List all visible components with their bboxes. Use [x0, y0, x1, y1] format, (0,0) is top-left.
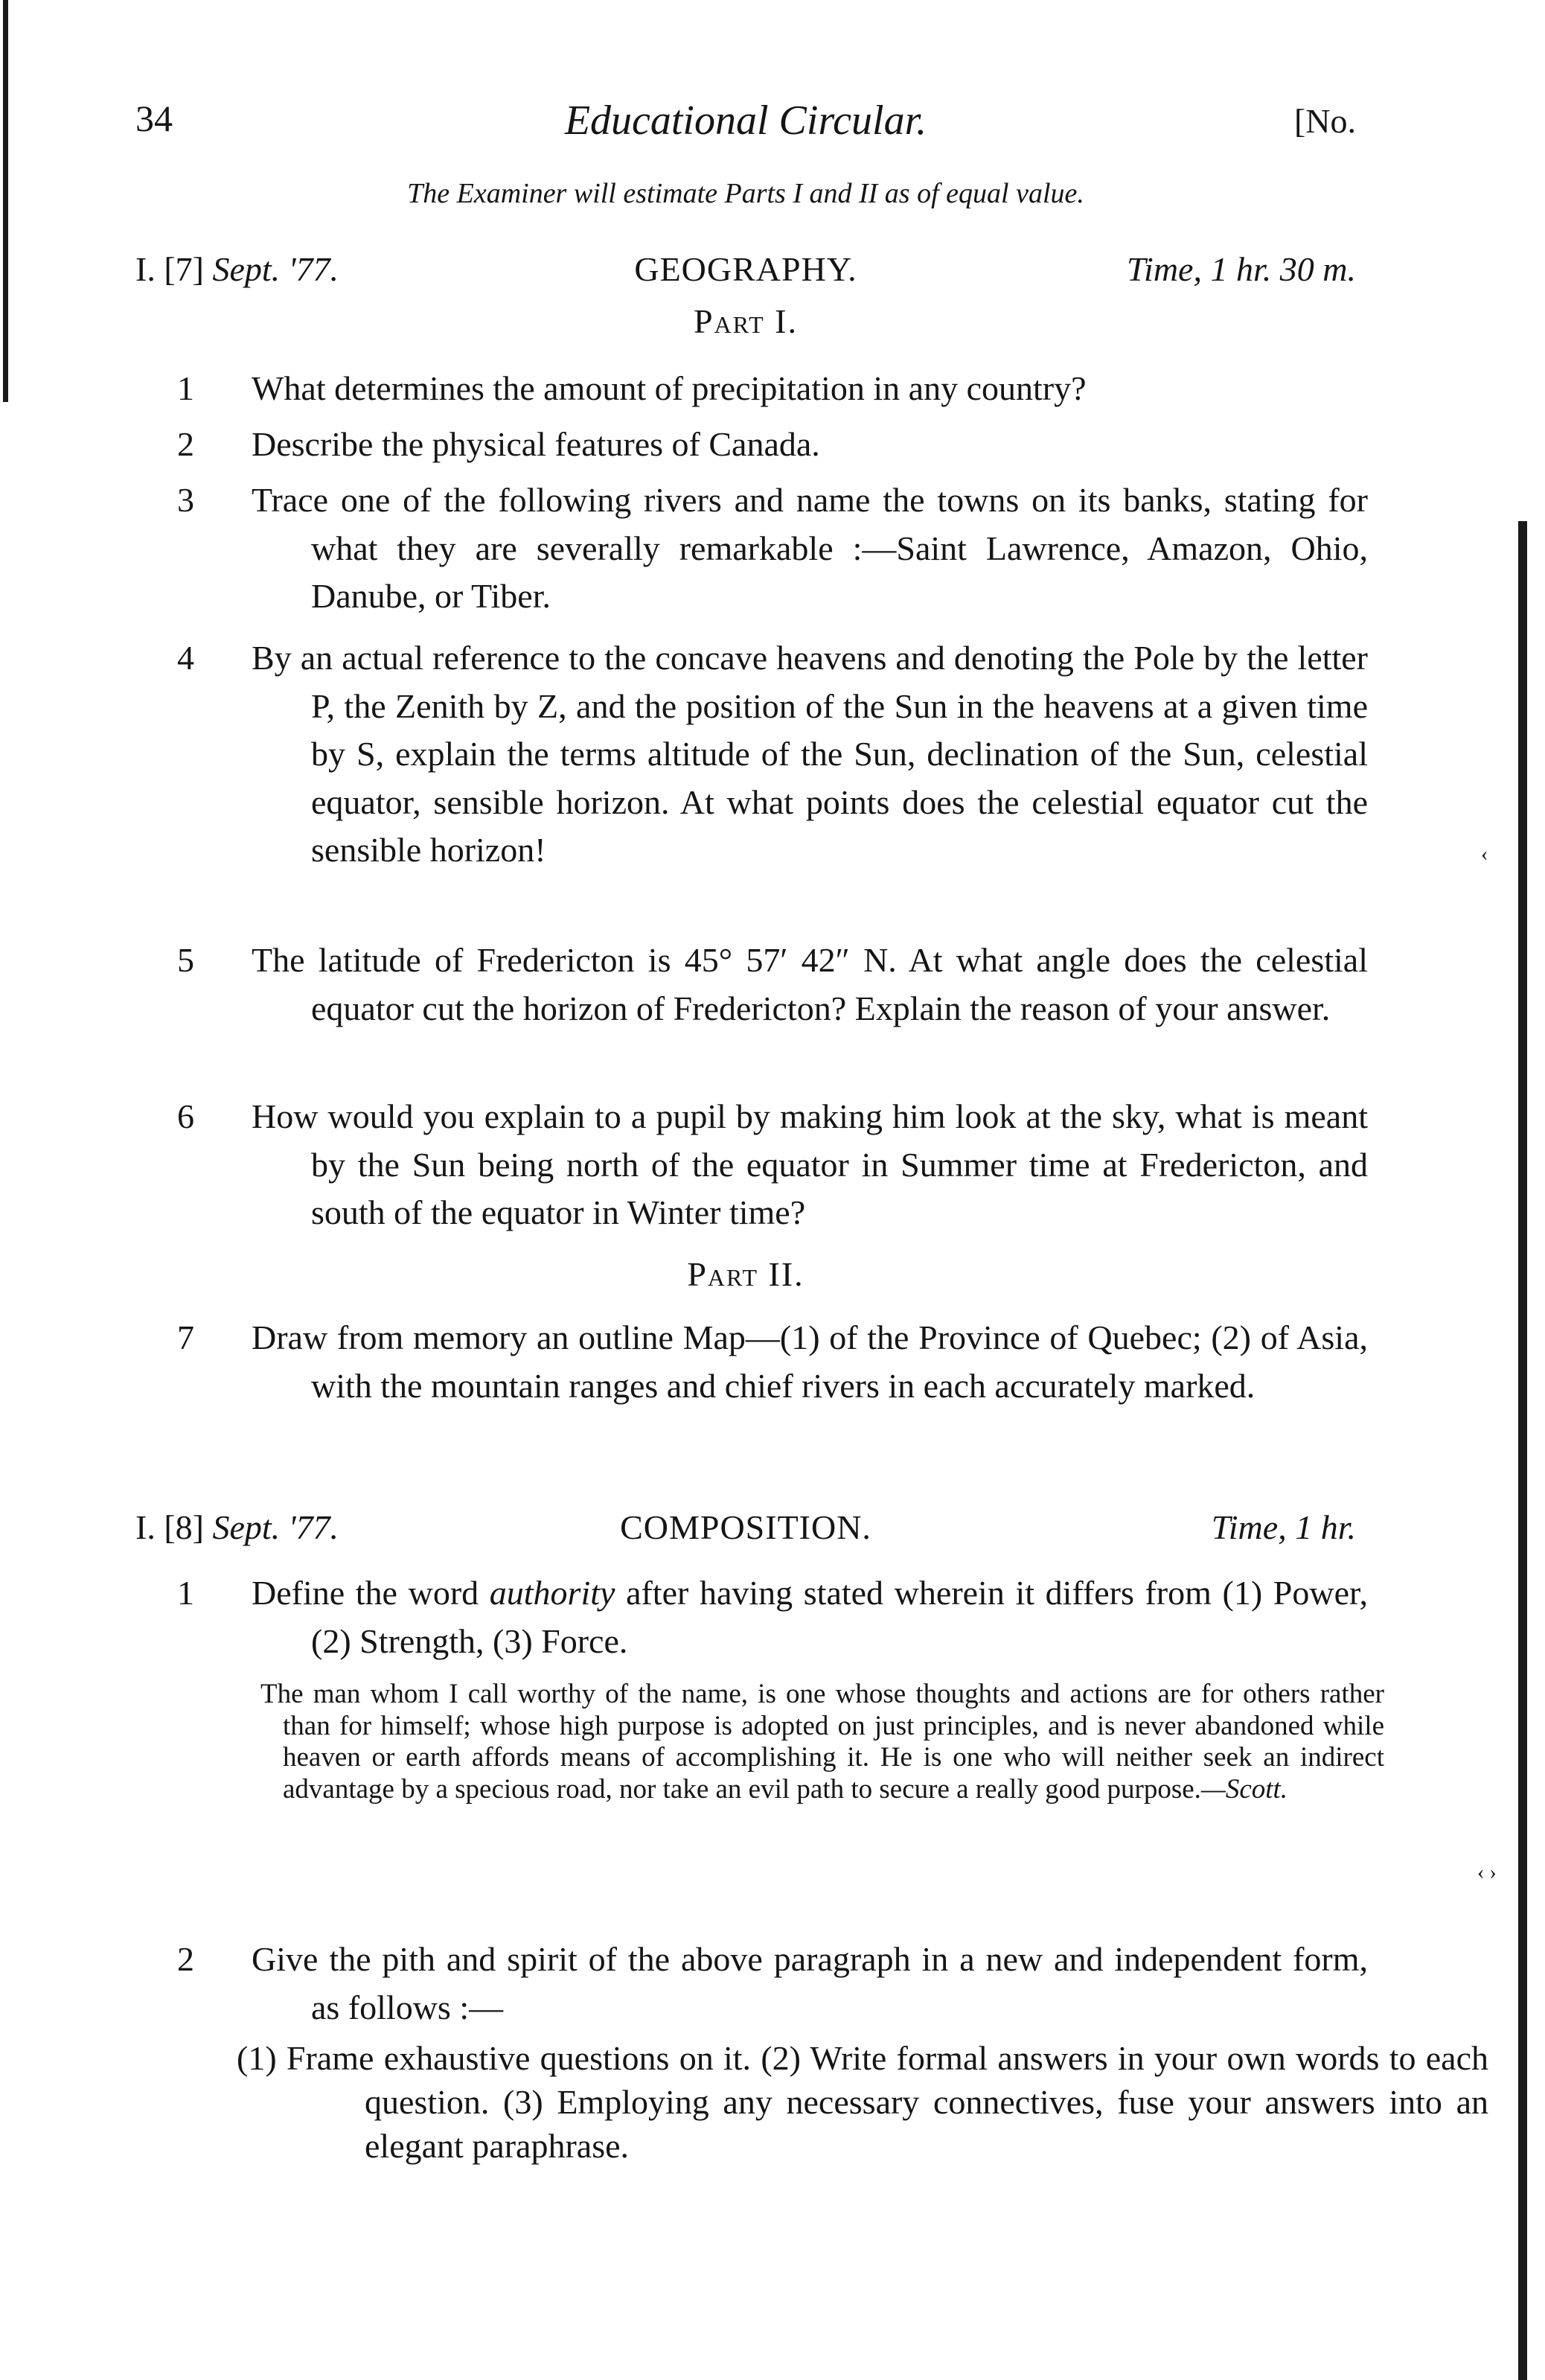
question-text: Trace one of the following rivers and name the towns on its banks, stating for what they are severally remarkable :—Saint Lawrence, Amazon, Ohio, Danube, or Tiber. — [252, 481, 1368, 615]
defined-word: authority — [489, 1574, 615, 1612]
question-text: How would you explain to a pupil by making him look at the sky, what is meant by the Sun being north of the equator in Summer time at Fredericton, and south of the equator in Winter time? — [252, 1097, 1368, 1231]
running-head — [135, 97, 1356, 156]
question-text — [252, 1569, 1368, 1665]
geography-date: Sept. '77. — [212, 250, 339, 288]
question-number: 3 — [177, 481, 194, 519]
question-number: 1 — [177, 1574, 194, 1612]
quotation-author: —Scott. — [1200, 1773, 1288, 1805]
composition-subject: COMPOSITION. — [620, 1508, 871, 1546]
margin-mark: ‹ — [1481, 843, 1488, 866]
margin-mark: ‹ › — [1477, 1861, 1497, 1884]
question-text-start: Define the word — [252, 1574, 490, 1612]
composition-question-2-instructions: (1) Frame exhaustive questions on it. (2) Write formal answers in your own words to each question. (3) Employing any necessary connectives, fuse your answers into an elegant paraphrase. — [237, 2039, 1488, 2165]
question-text: Give the pith and spirit of the above paragraph in a new and independent form, as follows :— — [252, 1940, 1368, 2026]
composition-code: I. [8] — [135, 1508, 204, 1546]
quotation-text: The man whom I call worthy of the name, is one whose thoughts and actions are for others rather than for himself; whose high purpose is adopted on just principles, and is never abandoned while heaven or earth affords means of accomplishing it. He is one who will neither seek an indirect advantage by a specious road, nor take an evil path to secure a really good purpose. — [260, 1679, 1384, 1805]
question-text: The latitude of Fredericton is 45° 57′ 42″ N. At what angle does the celestial equator cut the horizon of Fredericton? Explain the reason of your answer. — [252, 941, 1368, 1027]
part-one-heading: Part I. — [694, 302, 798, 340]
running-number: [No. — [1293, 102, 1356, 140]
question-number: 1 — [177, 369, 194, 407]
composition-heading — [135, 1508, 1356, 1560]
page-number: 34 — [135, 98, 173, 139]
question-number: 7 — [177, 1318, 194, 1356]
scan-edge-left — [3, 0, 8, 402]
question-text: Describe the physical features of Canada. — [252, 425, 820, 463]
composition-time: Time, 1 hr. — [1211, 1508, 1356, 1546]
scott-quotation — [260, 1679, 1384, 1805]
question-text: By an actual reference to the concave heavens and denoting the Pole by the letter P, the Zenith by Z, and the position of the Sun in the heavens at a given time by S, explain the terms altitude of the Sun, declination of the Sun, celestial equator, sensible horizon. At what points does the celestial equator cut the sensible horizon! — [252, 639, 1368, 869]
scan-edge-right — [1518, 521, 1527, 2380]
geography-time: Time, 1 hr. 30 m. — [1127, 250, 1356, 288]
question-number: 2 — [177, 425, 194, 463]
geography-subject: GEOGRAPHY. — [634, 250, 857, 288]
question-text: Draw from memory an outline Map—(1) of the Province of Quebec; (2) of Asia, with the mountain ranges and chief rivers in each accurately marked. — [252, 1318, 1368, 1405]
question-text-end: after having stated wherein it differs from (1) Power, (2) Strength, (3) Force. — [311, 1574, 1368, 1660]
part-two-heading: Part II. — [687, 1255, 805, 1293]
composition-date: Sept. '77. — [212, 1508, 339, 1546]
examiner-note: The Examiner will estimate Parts I and II as of equal value. — [407, 178, 1084, 209]
question-number: 2 — [177, 1940, 194, 1978]
question-number: 5 — [177, 941, 194, 979]
question-number: 4 — [177, 639, 194, 677]
question-text: What determines the amount of precipitation in any country? — [252, 369, 1087, 407]
geography-heading — [135, 249, 1356, 302]
running-title: Educational Circular. — [564, 98, 927, 144]
question-number: 6 — [177, 1097, 194, 1135]
geography-code: I. [7] — [135, 250, 204, 288]
